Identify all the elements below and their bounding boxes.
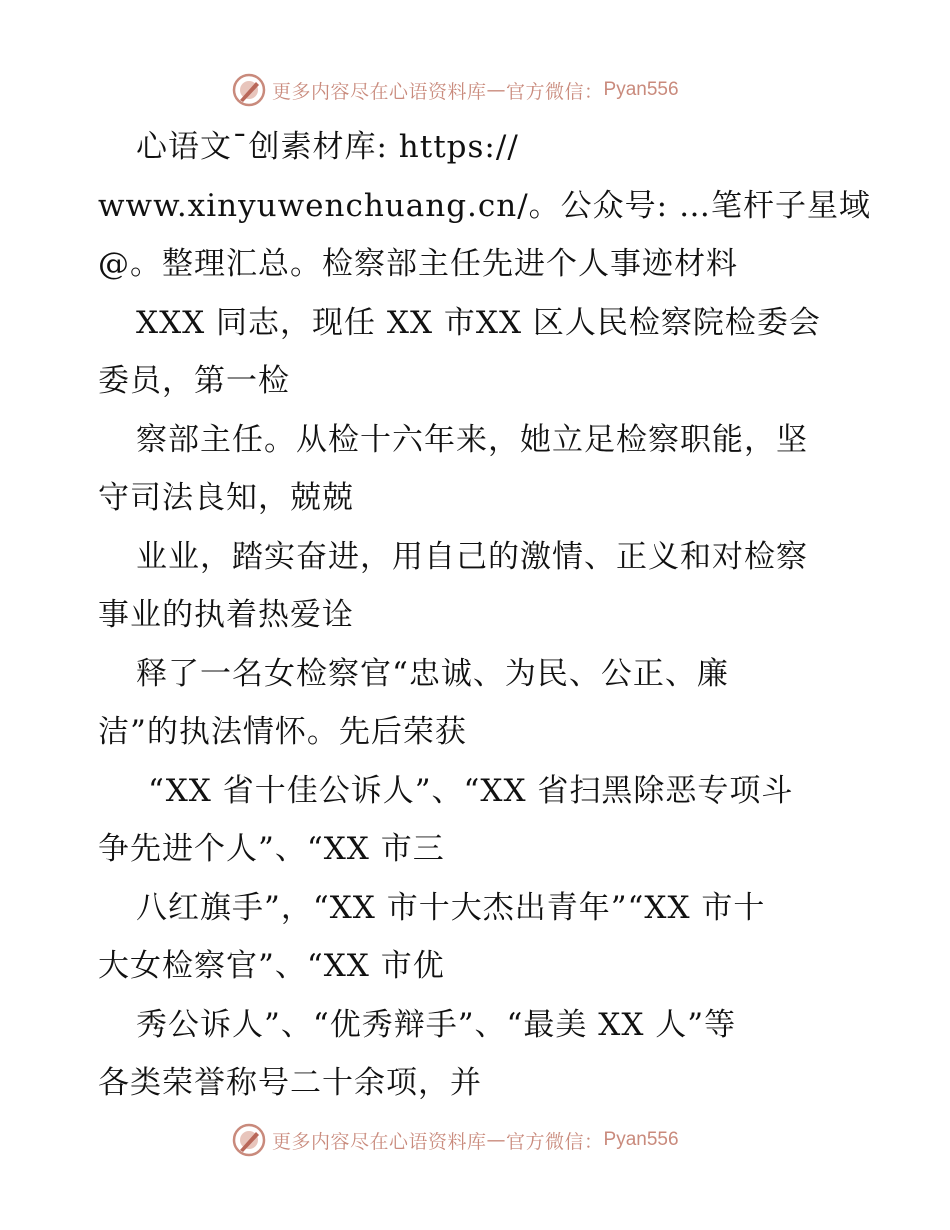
pen-logo-icon: [232, 1123, 266, 1157]
text-line: @。整理汇总。检察部主任先进个人事迹材料: [98, 246, 738, 282]
watermark-text: 更多内容尽在心语资料库: [272, 1130, 487, 1153]
text-line: 业业，踏实奋进，用自己的激情、正义和对检察: [136, 538, 808, 575]
watermark-wechat-id: Pyan556: [603, 1129, 679, 1150]
text-line: 事业的执着热爱诠: [98, 597, 354, 633]
text-line: 释了一名女检察官“忠诚、为民、公正、廉: [136, 655, 729, 692]
watermark-separator: —: [486, 1129, 507, 1151]
watermark-separator: —: [486, 79, 507, 101]
text-line: 守司法良知，兢兢: [98, 480, 354, 516]
text-line: www.xinyuwenchuang.cn/。公众号: …笔杆子星域: [98, 187, 871, 224]
text-line: 洁”的执法情怀。先后荣获: [98, 714, 467, 750]
text-line: XXX 同志，现任 XX 市XX 区人民检察院检委会: [136, 304, 821, 341]
document-body: [98, 118, 871, 1113]
watermark-wechat-id: Pyan556: [603, 79, 679, 100]
text-line: 察部主任。从检十六年来，她立足检察职能，坚: [136, 421, 808, 458]
text-line: “XX 省十佳公诉人”、“XX 省扫黑除恶专项斗: [148, 772, 794, 809]
text-line: 心语文¯创素材库: https://: [136, 129, 519, 165]
text-line: 秀公诉人”、“优秀辩手”、“最美 XX 人”等: [136, 1006, 737, 1043]
watermark-text: 更多内容尽在心语资料库: [272, 80, 487, 103]
watermark-footer: [232, 1120, 679, 1160]
watermark-official: 官方微信：: [506, 80, 604, 103]
text-line: 争先进个人”、“XX 市三: [98, 831, 445, 867]
watermark-official: 官方微信：: [506, 1130, 604, 1153]
pen-logo-icon: [232, 73, 266, 107]
text-line: 八红旗手”，“XX 市十大杰出青年”“XX 市十: [136, 889, 766, 926]
text-line: 委员，第一检: [98, 363, 290, 399]
watermark-header: [232, 70, 679, 110]
text-line: 大女检察官”、“XX 市优: [98, 948, 445, 984]
text-line: 各类荣誉称号二十余项，并: [98, 1065, 482, 1101]
